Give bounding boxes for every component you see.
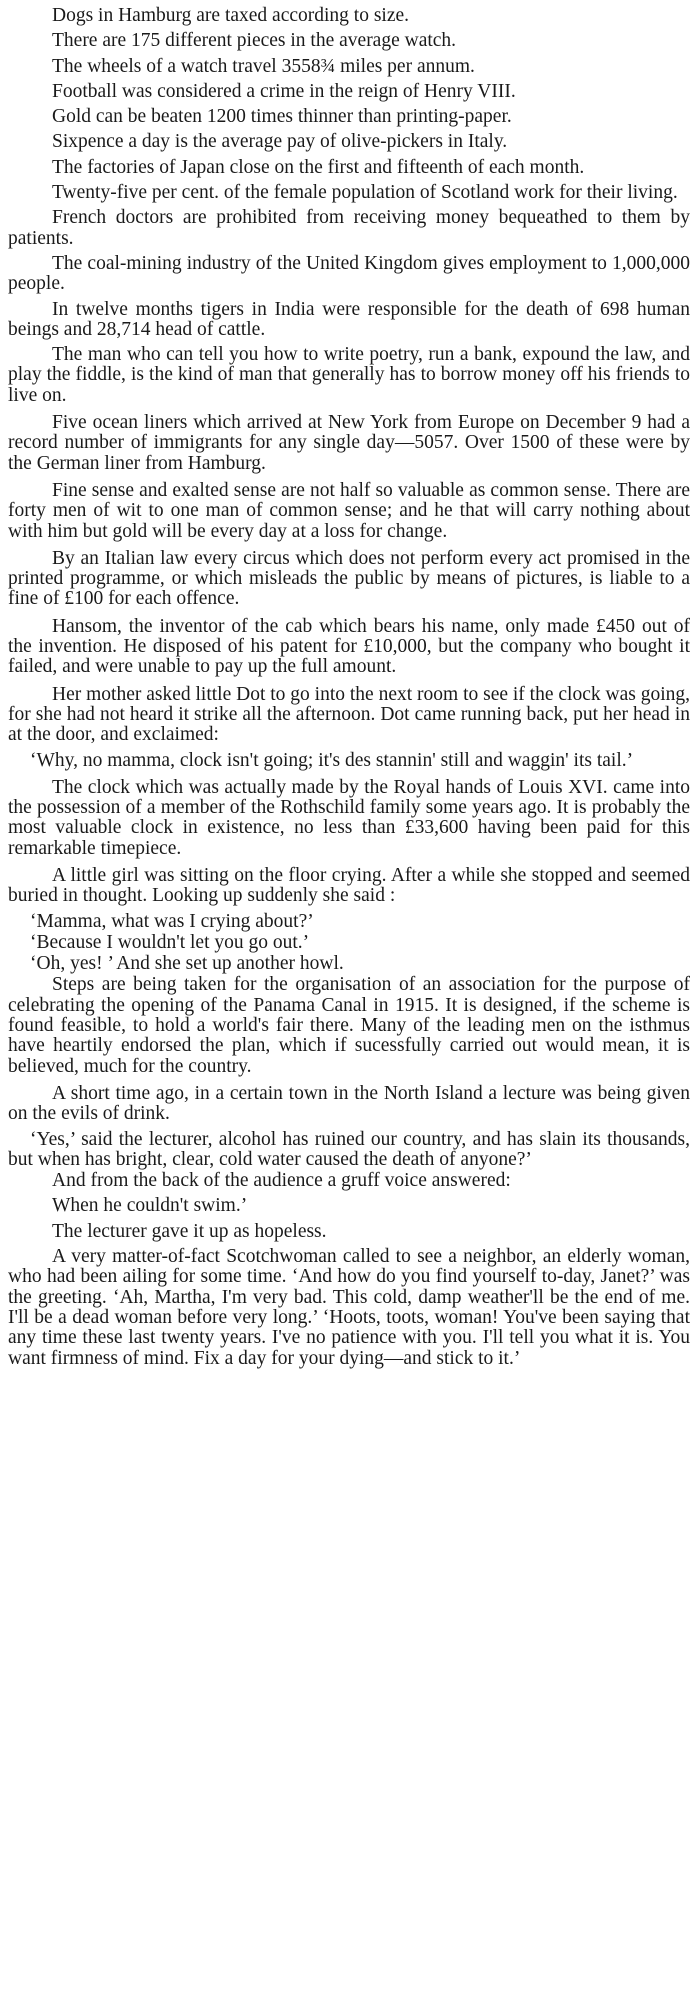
paragraph: A short time ago, in a certain town in the North Island a lecture was being given on the evils of drink. bbox=[8, 1082, 690, 1125]
quote-line: ‘Yes,’ said the lecturer, alcohol has ruined our country, and has slain its thousands, but when has bright, clear, cold water caused the death of anyone?’ bbox=[8, 1128, 690, 1170]
paragraph: The man who can tell you how to write poetry, run a bank, expound the law, and play the fiddle, is the kind of man that generally has to borrow money off his friends to live on. bbox=[8, 344, 690, 406]
paragraph: Sixpence a day is the average pay of olive-pickers in Italy. bbox=[52, 131, 508, 153]
paragraph: Steps are being taken for the organisation of an association for the purpose of celebrating the opening of the Panama Canal in 1915. It is designed, if the scheme is found feasible, to hold a world's fair there. Many of the leading men on the isthmus have heartily endorsed the plan, which if sucessfully carried out would mean, it is believed, much for the country. bbox=[8, 974, 690, 1077]
paragraph: And from the back of the audience a gruff voice answered: bbox=[52, 1170, 511, 1192]
paragraph: Fine sense and exalted sense are not half so valuable as common sense. There are forty men of wit to one man of common sense; and he that will carry nothing about with him but gold will be every day at a loss for change. bbox=[8, 479, 690, 542]
paragraph: The coal-mining industry of the United Kingdom gives employment to 1,000,000 people. bbox=[8, 252, 690, 295]
paragraph: There are 175 different pieces in the average watch. bbox=[52, 30, 457, 52]
newspaper-column bbox=[8, 6, 690, 1374]
quote-line: ‘Why, no mamma, clock isn't going; it's des stannin' still and waggin' its tail.’ bbox=[30, 749, 634, 771]
paragraph: In twelve months tigers in India were responsible for the death of 698 human beings and 28,714 head of cattle. bbox=[8, 298, 690, 340]
quote-line: ‘Mamma, what was I crying about?’ bbox=[30, 910, 314, 932]
paragraph: When he couldn't swim.’ bbox=[52, 1195, 248, 1217]
paragraph: The factories of Japan close on the first and fifteenth of each month. bbox=[52, 156, 585, 178]
paragraph: Five ocean liners which arrived at New York from Europe on December 9 had a record number of immigrants for any single day—5057. Over 1500 of these were by the German liner from Hamburg. bbox=[8, 412, 690, 474]
paragraph: French doctors are prohibited from receiving money bequeathed to them by patients. bbox=[8, 207, 690, 249]
paragraph: The wheels of a watch travel 3558¾ miles per annum. bbox=[52, 55, 475, 77]
paragraph: Hansom, the inventor of the cab which bears his name, only made £450 out of the invention. He disposed of his patent for £10,000, but the company who bought it failed, and were unable to pay up the full amount. bbox=[8, 615, 690, 678]
paragraph: The lecturer gave it up as hopeless. bbox=[52, 1220, 327, 1242]
paragraph: Football was considered a crime in the reign of Henry VIII. bbox=[52, 80, 516, 102]
paragraph: A very matter-of-fact Scotchwoman called to see a neighbor, an elderly woman, who had been ailing for some time. ‘And how do you find yourself to-day, Janet?’ was the greeting. ‘Ah, Martha, I'm very bad. This cold, damp weather'll be the end of me. I'll be a dead woman before very long.’ ‘Hoots, toots, woman! You've been saying that any time these last twenty years. I've no patience with you. I'll tell you what it is. You want firmness of mind. Fix a day for your dying—and stick to it.’ bbox=[8, 1246, 690, 1369]
paragraph: Twenty-five per cent. of the female population of Scotland work for their living. bbox=[52, 182, 678, 204]
paragraph: The clock which was actually made by the Royal hands of Louis XVI. came into the possession of a member of the Rothschild family some years ago. It is probably the most valuable clock in existence, no less than £33,600 having been paid for this remarkable timepiece. bbox=[8, 776, 690, 859]
paragraph: Her mother asked little Dot to go into the next room to see if the clock was going, for she had not heard it strike all the afternoon. Dot came running back, put her head in at the door, and exclaimed: bbox=[8, 683, 690, 746]
quote-line: ‘Because I wouldn't let you go out.’ bbox=[30, 931, 310, 953]
quote-line: ‘Oh, yes! ’ And she set up another howl. bbox=[30, 953, 344, 975]
paragraph: Dogs in Hamburg are taxed according to size. bbox=[52, 5, 410, 26]
paragraph: A little girl was sitting on the floor crying. After a while she stopped and seemed buried in thought. Looking up suddenly she said : bbox=[8, 864, 690, 907]
paragraph: By an Italian law every circus which does not perform every act promised in the printed programme, or which misleads the public by means of pictures, is liable to a fine of £100 for each offence. bbox=[8, 547, 690, 610]
paragraph: Gold can be beaten 1200 times thinner than printing-paper. bbox=[52, 106, 512, 128]
